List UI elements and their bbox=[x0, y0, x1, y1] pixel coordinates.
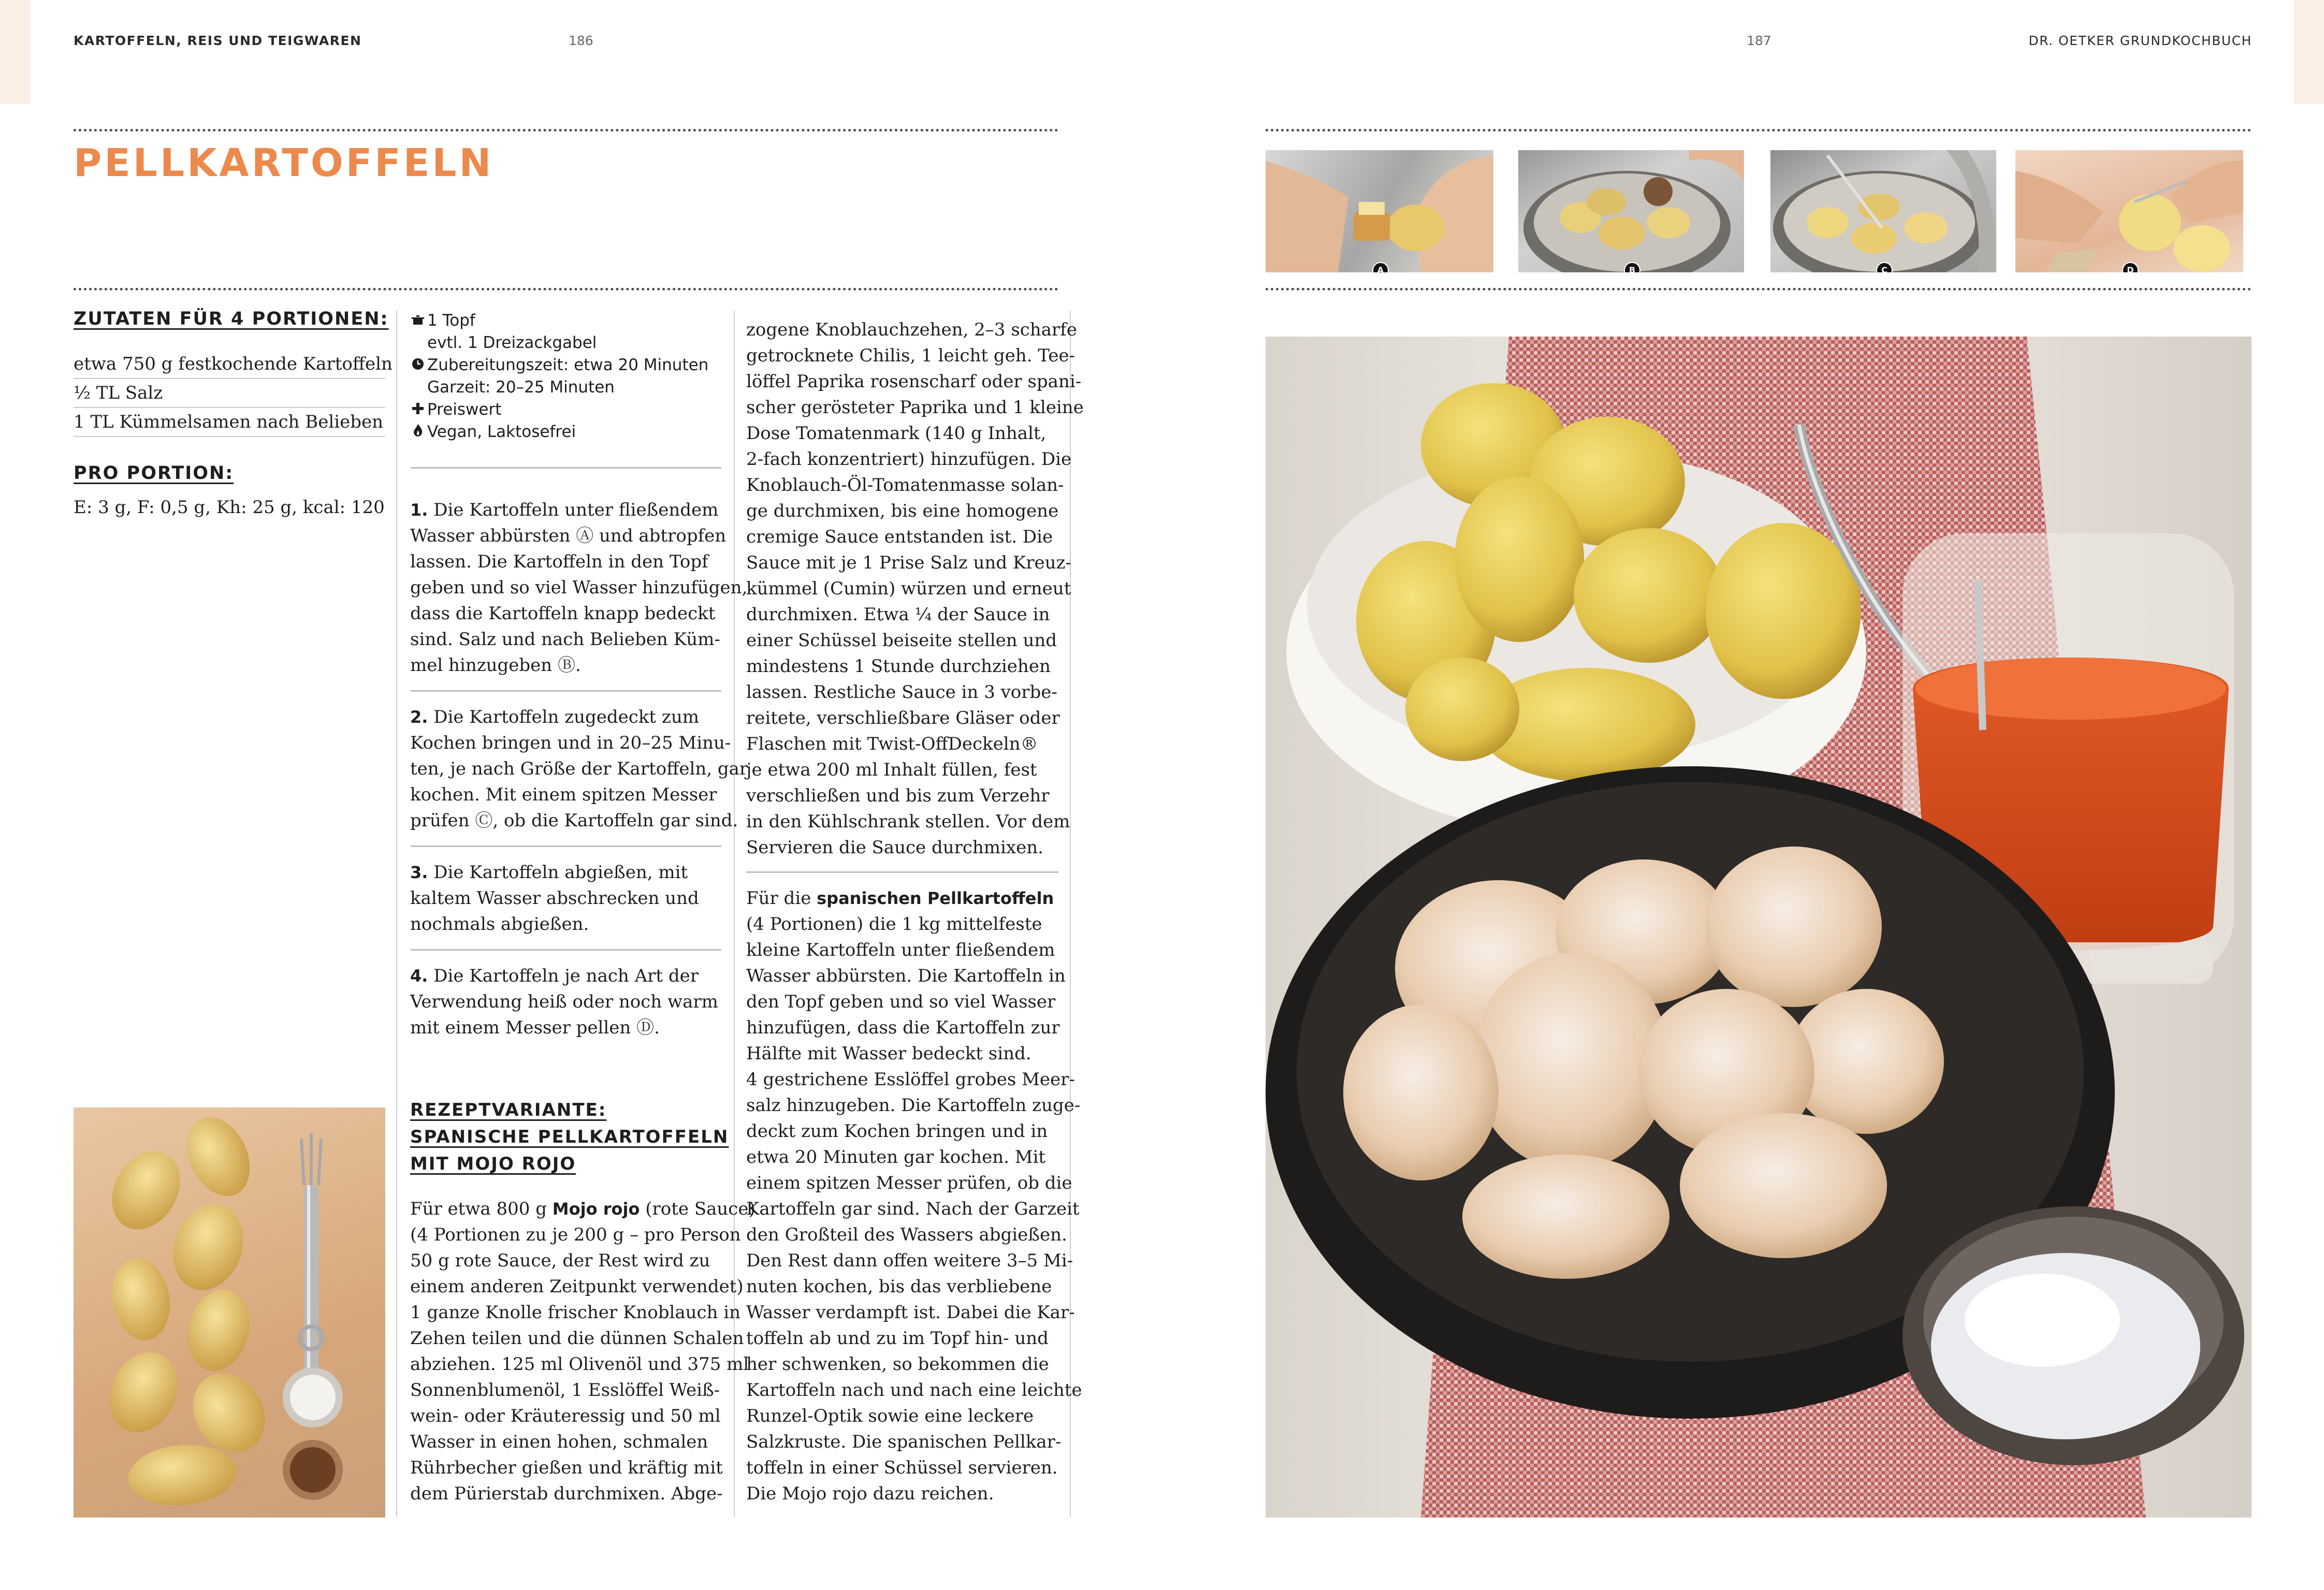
time-line bbox=[412, 354, 708, 376]
photo-badge: C bbox=[1876, 262, 1893, 272]
left-page-edge bbox=[0, 0, 30, 104]
book-running-head: DR. OETKER GRUNDKOCHBUCH bbox=[2028, 33, 2252, 48]
ingredients-photo-drawing bbox=[74, 1107, 385, 1518]
text-run: Für die bbox=[746, 888, 817, 909]
equipment-pot: 1 Topf bbox=[427, 311, 475, 330]
info-block bbox=[412, 310, 708, 443]
variant-heading bbox=[410, 1097, 729, 1177]
photo-badge: A bbox=[1372, 262, 1389, 272]
step-photo-b bbox=[1518, 150, 1744, 272]
step-rule bbox=[411, 949, 721, 951]
step-photo-c bbox=[1770, 150, 1996, 272]
variant-paragraph-2: zogene Knoblauchzehen, 2–3 scharfe getrocknete Chilis, 1 leicht geh. Tee- löffel Paprika rosenscharf oder spani- scher gerösteter Paprika und 1 kleine Dose Tomatenmark (140 g Inhalt, 2-fach konzentriert) hinzufügen. Die Knoblauch-Öl-Tomatenmasse solan- ge durchmixen, bis eine homogene cremige Sauce entstanden ist. Die Sauce mit je 1 Prise Salz und Kreuz- kümmel (Cumin) würzen und erneut durchmixen. Etwa ¼ der Sauce in einer Schüssel beiseite stellen und mindestens 1 Stunde durchziehen lassen. Restliche Sauce in 3 vorbe- reitete, verschließbare Gläser oder Flaschen mit Twist-OffDeckeln® je etwa 200 ml Inhalt füllen, fest verschließen und bis zum Verzehr in den Kühlschrank stellen. Vor dem Servieren die Sauce durchmixen. bbox=[746, 319, 1084, 858]
photo-badge: B bbox=[1624, 262, 1640, 272]
main-dish-photo bbox=[1266, 337, 2252, 1518]
step-number: 2. bbox=[410, 707, 428, 727]
flame-icon bbox=[412, 421, 427, 443]
cook-time: Garzeit: 20–25 Minuten bbox=[427, 378, 615, 397]
step-photo-d-drawing bbox=[2015, 150, 2243, 272]
variant-heading-line: SPANISCHE PELLKARTOFFELN bbox=[410, 1127, 729, 1147]
step-number: 4. bbox=[410, 966, 428, 986]
variant-paragraph-1 bbox=[410, 1196, 756, 1507]
chapter-running-head: KARTOFFELN, REIS UND TEIGWAREN bbox=[74, 33, 362, 48]
page-number-right: 187 bbox=[1747, 33, 1771, 48]
step-4 bbox=[410, 963, 718, 1041]
portion-heading: PRO PORTION: bbox=[74, 463, 234, 484]
dotted-rule-mid-left bbox=[74, 288, 1058, 290]
plus-icon bbox=[412, 399, 427, 421]
text-run: (rote Sauce) (4 Portionen zu je 200 g – pro Person 50 g rote Sauce, der Rest wird zu einem anderen Zeitpunkt verwendet) 1 ganze Knolle frischer Knoblauch in Zehen teilen und die dünnen Schalen abziehen. 125 ml Olivenöl und 375 ml Sonnenblumenöl, 1 Esslöffel Weiß- wein- oder Kräuteressig und 50 ml Wasser in einen hohen, schmalen Rührbecher gießen und kräftig mit dem Pürierstab durchmixen. Abge- bbox=[410, 1199, 756, 1504]
variant-heading-line: MIT MOJO ROJO bbox=[410, 1154, 576, 1174]
step-text: Die Kartoffeln unter fließendem Wasser abbürsten Ⓐ und abtropfen lassen. Die Kartoffeln in den Topf geben und so viel Wasser hinzufügen, dass die Kartoffeln knapp bedeckt sind. Salz und nach Belieben Küm- mel hinzugeben Ⓑ. bbox=[410, 500, 748, 676]
step-photo-c-drawing bbox=[1770, 150, 1996, 272]
recipe-title: PELLKARTOFFELN bbox=[74, 141, 494, 185]
diet-label: Vegan, Laktosefrei bbox=[427, 422, 576, 441]
dotted-rule-top-left bbox=[74, 129, 1058, 132]
column-divider bbox=[396, 311, 397, 1517]
equipment-line bbox=[412, 310, 708, 332]
step-text: Die Kartoffeln abgießen, mit kaltem Wasser abschrecken und nochmals abgießen. bbox=[410, 862, 699, 935]
step-number: 3. bbox=[410, 863, 428, 882]
ingredient-item: 1 TL Kümmelsamen nach Belieben bbox=[74, 408, 385, 437]
text-bold: Mojo rojo bbox=[552, 1199, 640, 1219]
step-photo-a bbox=[1266, 150, 1493, 272]
prep-time: Zubereitungszeit: etwa 20 Minuten bbox=[427, 356, 709, 374]
ingredients-photo bbox=[74, 1107, 385, 1518]
variant-paragraph-3 bbox=[746, 885, 1082, 1507]
price-label: Preiswert bbox=[427, 400, 502, 419]
ingredient-item: ½ TL Salz bbox=[74, 379, 385, 408]
step-photo-a-drawing bbox=[1266, 150, 1493, 272]
page-number-left: 186 bbox=[569, 33, 593, 48]
equipment-fork: evtl. 1 Dreizackgabel bbox=[427, 333, 597, 352]
variant-heading-line: REZEPTVARIANTE: bbox=[410, 1100, 607, 1120]
photo-badge: D bbox=[2122, 262, 2139, 272]
step-2 bbox=[410, 704, 748, 834]
step-3 bbox=[410, 859, 699, 937]
main-dish-photo-drawing bbox=[1266, 337, 2252, 1518]
portion-nutrition: E: 3 g, F: 0,5 g, Kh: 25 g, kcal: 120 bbox=[74, 497, 385, 518]
ingredient-item: etwa 750 g festkochende Kartoffeln bbox=[74, 350, 385, 379]
clock-icon bbox=[412, 354, 427, 376]
step-text: Die Kartoffeln je nach Art der Verwendung heiß oder noch warm mit einem Messer pellen Ⓓ. bbox=[410, 966, 718, 1038]
pot-icon bbox=[412, 310, 427, 332]
step-photo-b-drawing bbox=[1518, 150, 1744, 272]
step-number: 1. bbox=[410, 500, 428, 520]
step-text: Die Kartoffeln zugedeckt zum Kochen bringen und in 20–25 Minu- ten, je nach Größe der Kartoffeln, gar kochen. Mit einem spitzen Messer prüfen Ⓒ, ob die Kartoffeln gar sind. bbox=[410, 707, 748, 831]
dotted-rule-top-right bbox=[1266, 129, 2252, 132]
step-photo-d bbox=[2015, 150, 2243, 272]
price-line bbox=[412, 399, 708, 421]
step-rule bbox=[411, 845, 721, 847]
step-rule bbox=[411, 690, 721, 692]
ingredients-heading: ZUTATEN FÜR 4 PORTIONEN: bbox=[74, 309, 389, 329]
step-1 bbox=[410, 497, 747, 678]
text-run: (4 Portionen) die 1 kg mittelfeste kleine Kartoffeln unter fließendem Wasser abbürsten. Die Kartoffeln in den Topf geben und so viel Wasser hinzufügen, dass die Kartoffeln zur Hälfte mit Wasser bedeckt sind. 4 gestrichene Esslöffel grobes Meer- salz hinzugeben. Die Kartoffeln zuge- deckt zum Kochen bringen und in etwa 20 Minuten gar kochen. Mit einem spitzen Messer prüfen, ob die Kartoffeln gar sind. Nach der Garzeit den Großteil des Wassers abgießen. Den Rest dann offen weitere 3–5 Mi- nuten kochen, bis das verbliebene Wasser verdampft ist. Dabei die Kar- toffeln ab und zu im Topf hin- und her schwenken, so bekommen die Kartoffeln nach und nach eine leichte Runzel-Optik sowie eine leckere Salzkruste. Die spanischen Pellkar- toffeln in einer Schüssel servieren. Die Mojo rojo dazu reichen. bbox=[746, 914, 1082, 1504]
diet-line bbox=[412, 421, 708, 443]
text-bold: spanischen Pellkartoffeln bbox=[817, 888, 1054, 908]
right-page-edge bbox=[2294, 0, 2324, 104]
section-rule bbox=[746, 871, 1058, 873]
dotted-rule-mid-right bbox=[1266, 288, 2252, 290]
text-run: Für etwa 800 g bbox=[410, 1199, 553, 1219]
section-rule bbox=[411, 467, 721, 469]
